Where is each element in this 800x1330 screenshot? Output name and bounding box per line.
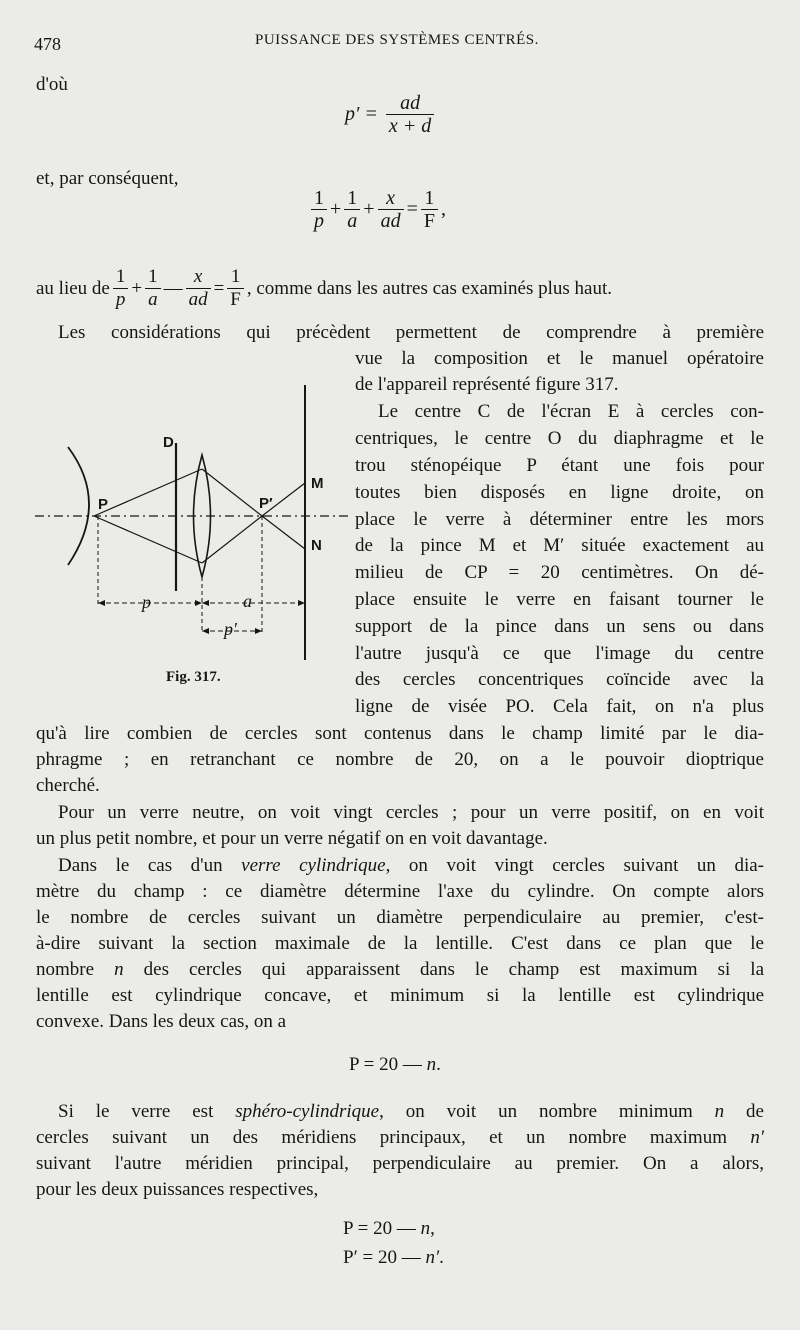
para2-line-1: Le centre C de l'écran E à cercles con-	[378, 401, 764, 422]
figure-label-p: p	[142, 592, 151, 612]
eq1-num: ad	[386, 92, 434, 115]
para1-line-2: vue la composition et le manuel opératoire	[355, 348, 764, 369]
para2-line-5: place le verre à déterminer entre les mors	[355, 509, 764, 530]
eq1-den: x + d	[388, 115, 432, 137]
para5-line-3: suivant l'autre méridien principal, perpendiculaire au premier. On a alors,	[36, 1153, 764, 1174]
para4-line-3: le nombre de cercles suivant un diamètre perpendiculaire au premier, c'est-	[36, 907, 764, 928]
para2-line-11: des cercles concentriques coïncide avec la	[355, 669, 764, 690]
equation-2: $\frac{1}{p}$ + $\frac{1}{a}$ + $\frac{x}{ad}$ = $\frac{1}{F}$ ,	[310, 187, 448, 232]
figure-317	[30, 385, 350, 660]
eq1-fraction	[386, 92, 434, 137]
eq2-term-4: $\frac{1}{F}$	[421, 187, 438, 232]
para2-line-2: centriques, le centre O du diaphragme et le	[355, 428, 764, 449]
para2-line-14: phragme ; en retranchant ce nombre de 20, on a le pouvoir dioptrique	[36, 749, 764, 770]
eq2-term-2: $\frac{1}{a}$	[344, 187, 360, 232]
para2-line-12: ligne de visée PO. Cela fait, on n'a plus	[355, 696, 764, 717]
figure-label-D: D	[163, 434, 174, 451]
eq3-tail: , comme dans les autres cas examinés plus haut.	[246, 277, 612, 299]
figure-label-N: N	[311, 537, 322, 554]
para2-line-7: milieu de CP = 20 centimètres. On dé-	[355, 562, 764, 583]
eq2-term-3: $\frac{x}{ad}$	[378, 187, 404, 232]
eq3-term-1: $\frac{1}{p}$	[113, 266, 129, 311]
para3-line-1: Pour un verre neutre, on voit vingt cercles ; pour un verre positif, on en voit	[58, 802, 764, 823]
eq3-term-4: $\frac{1}{F}$	[227, 266, 244, 311]
equation-p-prime	[343, 92, 435, 137]
para2-line-9: support de la pince dans un sens ou dans	[355, 616, 764, 637]
para2-line-6: de la pince M et M′ située exactement au	[355, 535, 764, 556]
figure-caption: Fig. 317.	[166, 669, 221, 685]
para4-line-5: nombre n des cercles qui apparaissent dans le champ est maximum si la	[36, 959, 765, 980]
para2-line-8: place ensuite le verre en faisant tourner le	[355, 589, 764, 610]
figure-label-M: M	[311, 475, 324, 492]
para2-line-4: toutes bien disposés en ligne droite, on	[355, 482, 764, 503]
para4-line-2: mètre du champ : ce diamètre détermine l'axe du cylindre. On compte alors	[36, 881, 764, 902]
running-title: PUISSANCE DES SYSTÈMES CENTRÉS.	[255, 32, 539, 48]
para4-line-4: à-dire suivant la section maximale de la lentille. C'est dans ce plan que le	[36, 933, 764, 954]
para5-line-2: cercles suivant un des méridiens principaux, et un nombre maximum n′	[36, 1127, 764, 1148]
figure-label-p-prime-dim: p′	[224, 619, 237, 639]
para5-line-4: pour les deux puissances respectives,	[36, 1179, 319, 1200]
eq2-term-1: $\frac{1}{p}$	[311, 187, 327, 232]
para2-line-13: qu'à lire combien de cercles sont contenus dans le champ limité par le dia-	[36, 723, 764, 744]
para2-line-10: l'autre jusqu'à ce que l'image du centre	[355, 643, 764, 664]
para2-line-3: trou sténopéique P étant une fois pour	[355, 455, 764, 476]
page-number: 478	[34, 34, 61, 54]
figure-label-a: a	[243, 591, 252, 611]
eq1-lhs: p′ =	[345, 103, 378, 125]
figure-label-P: P	[98, 496, 109, 513]
figure-curved-screen	[68, 447, 89, 565]
para1-line-3: de l'appareil représenté figure 317.	[355, 374, 619, 395]
para5-line-1: Si le verre est sphéro-cylindrique, on voit un nombre minimum n de	[58, 1101, 764, 1122]
eq3-lead: au lieu de	[36, 277, 110, 299]
para3-line-2: un plus petit nombre, et pour un verre négatif on en voit davantage.	[36, 828, 548, 849]
para4-line-1: Dans le cas d'un verre cylindrique, on voit vingt cercles suivant un dia-	[58, 855, 764, 876]
para4-equation: P = 20 — n.	[349, 1054, 441, 1075]
para4-line-7: convexe. Dans les deux cas, on a	[36, 1011, 287, 1032]
eq2-lead: et, par conséquent,	[36, 168, 179, 189]
figure-label-P-prime: P′	[259, 495, 273, 512]
para5-equation-1: P = 20 — n,	[343, 1218, 435, 1239]
para1-line-1: Les considérations qui précèdent permettent de comprendre à première	[58, 322, 764, 343]
eq3-term-2: $\frac{1}{a}$	[145, 266, 161, 311]
eq3-term-3: $\frac{x}{ad}$	[186, 266, 211, 311]
para5-equation-2: P′ = 20 — n′.	[343, 1247, 444, 1268]
para4-line-6: lentille est cylindrique concave, et minimum si la lentille est cylindrique	[36, 985, 764, 1006]
equation-3-line: au lieu de $\frac{1}{p}$ + $\frac{1}{a}$ — $\frac{x}{ad}$ = $\frac{1}{F}$ , comme dans les autres cas examinés plus haut.	[36, 266, 612, 310]
eq1-lead: d'où	[36, 74, 68, 95]
para2-line-15: cherché.	[36, 775, 100, 796]
